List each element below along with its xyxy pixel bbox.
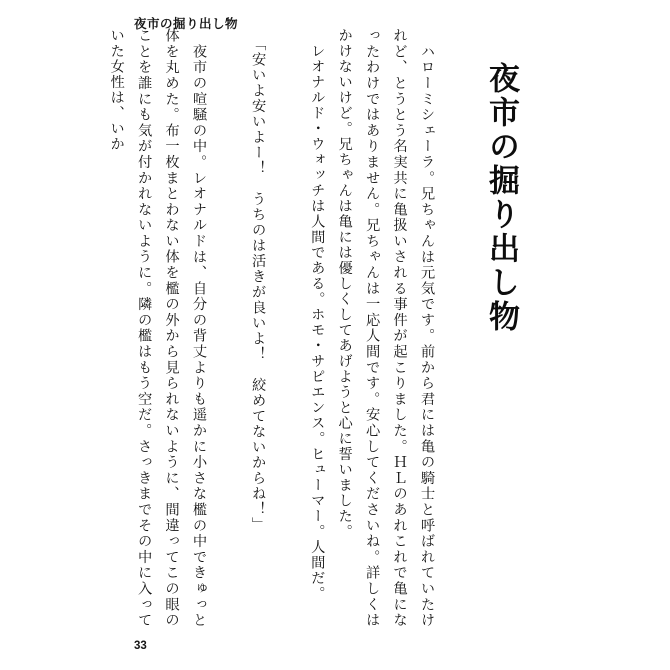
paragraph-1: ハローミシェーラ。兄ちゃんは元気です。前から君には亀の騎士と呼ばれていたけれど、とうとう名実共に亀扱いされる事件が起こりました。ＨＬのあれこれで亀になったわけではありません。兄ちゃんは一応人間です。安心してくださいね。詳しくはかけないけど。兄ちゃんは亀には優しくしてあげようと心に誓いました。 [336, 28, 435, 629]
page-title: 夜市の掘り出し物 [484, 62, 519, 334]
running-head: 夜市の掘り出し物 [134, 17, 239, 31]
body-text-area [108, 28, 544, 634]
paragraph-2: レオナルド・ウォッチは人間である。ホモ・サピエンス。ヒューマー。人間だ。 [309, 43, 326, 602]
title-column [440, 28, 544, 628]
paragraph-3: 「安いよ安いよー！ うちのは活きが良いよ！ 絞めてないからね！」 [250, 43, 267, 533]
page-number: 33 [134, 640, 147, 652]
paragraph-4: 夜市の喧騒の中。レオナルドは、自分の背丈よりも遥かに小さな檻の中できゅっと体を丸めた。布一枚まとわない体を檻の外から見られないように、間違ってこの眼のことを誰にも気が付かれないように。隣の檻はもう空だ。さっきまでその中に入っていた女性は、いか [108, 28, 207, 629]
